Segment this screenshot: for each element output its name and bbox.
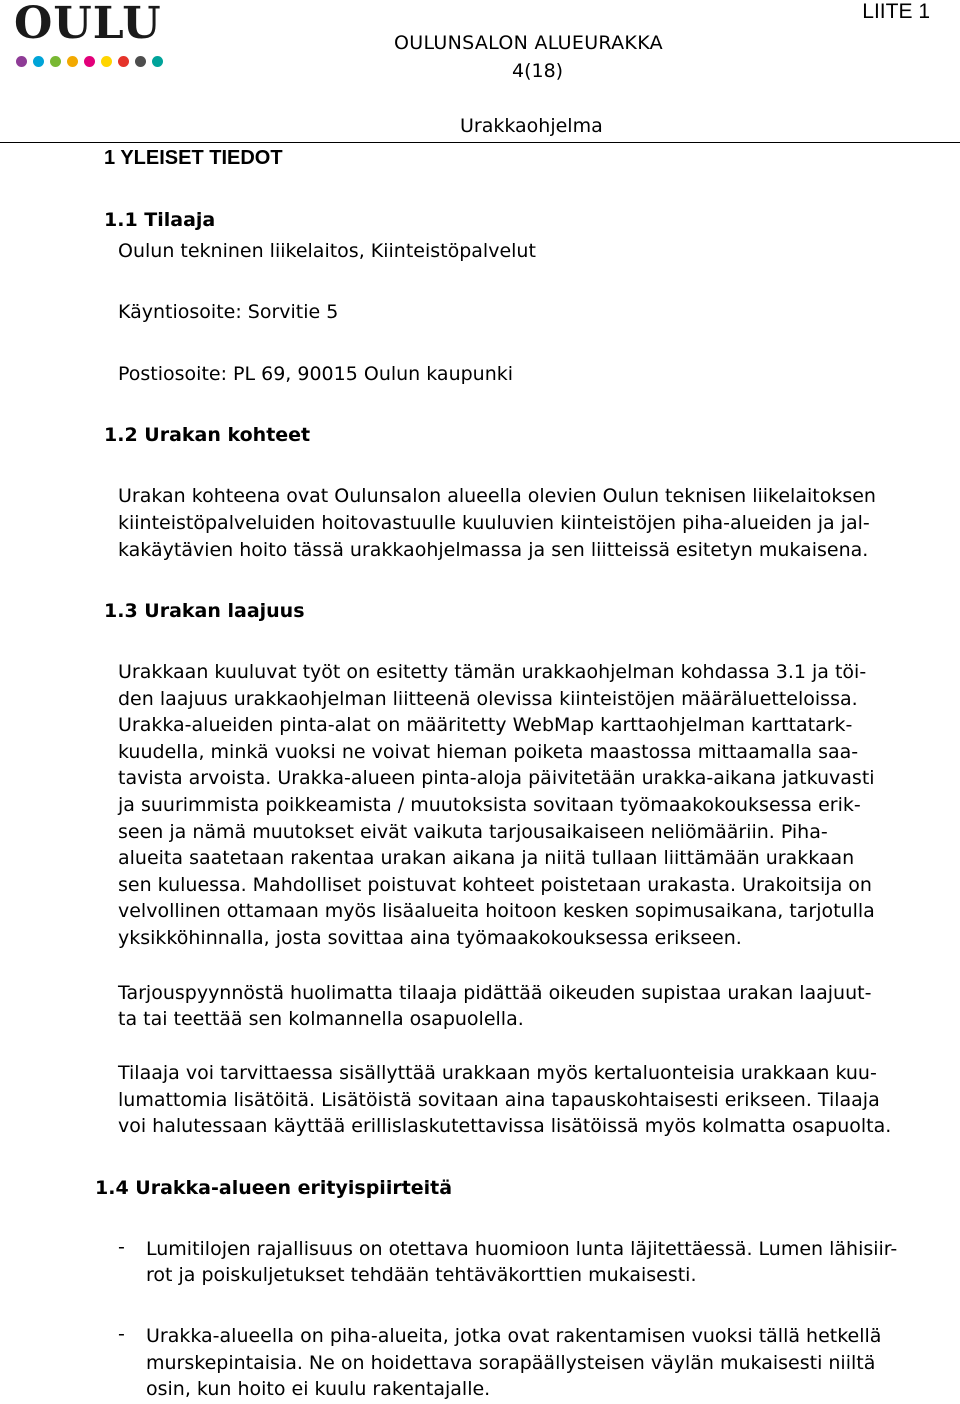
- project-title: OULUNSALON ALUEURAKKA: [394, 32, 663, 54]
- text-line: kiinteistöpalveluiden hoitovastuulle kuuluvien kiinteistöjen piha-alueiden ja jal-: [118, 512, 870, 534]
- text-line: velvollinen ottamaan myös lisäalueita hoitoon kesken sopimusaikana, tarjotulla: [118, 900, 875, 922]
- text-line: voi halutessaan käyttää erillislaskutettavissa lisätöissä myös kolmatta osapuolta.: [118, 1115, 892, 1137]
- logo-wordmark: OULU: [14, 0, 162, 49]
- logo-dot: [33, 56, 44, 67]
- text-line: ta tai teettää sen kolmannella osapuolella.: [118, 1008, 524, 1030]
- section-heading-1-3: 1.3 Urakan laajuus: [104, 600, 305, 622]
- text-line: Tarjouspyynnöstä huolimatta tilaaja pidättää oikeuden supistaa urakan laajuut-: [118, 982, 872, 1004]
- text-line: ja suurimmista poikkeamista / muutoksista sovitaan työmaakokouksessa erik-: [118, 794, 861, 816]
- logo-dot: [101, 56, 112, 67]
- text-line: den laajuus urakkaohjelman liitteenä olevissa kiinteistöjen määräluetteloissa.: [118, 688, 858, 710]
- bullet-dash: -: [118, 1236, 125, 1258]
- text-line: Urakka-alueiden pinta-alat on määritetty WebMap karttaohjelman karttatark-: [118, 714, 853, 736]
- logo-dot: [50, 56, 61, 67]
- section-heading-1: 1 YLEISET TIEDOT: [104, 147, 283, 169]
- text-line: Urakkaan kuuluvat työt on esitetty tämän urakkaohjelman kohdassa 3.1 ja töi-: [118, 661, 867, 683]
- text-line: yksikköhinnalla, josta sovittaa aina työmaakokouksessa erikseen.: [118, 927, 742, 949]
- logo-dot: [16, 56, 27, 67]
- section-heading-1-1: 1.1 Tilaaja: [104, 209, 216, 231]
- section-heading-1-4: 1.4 Urakka-alueen erityispiirteitä: [95, 1177, 453, 1199]
- text-line: Urakka-alueella on piha-alueita, jotka ovat rakentamisen vuoksi tällä hetkellä: [146, 1325, 882, 1347]
- text-line: murskepintaisia. Ne on hoidettava sorapäällysteisen väylän mukaisesti niiltä: [146, 1352, 876, 1374]
- text-line: Urakan kohteena ovat Oulunsalon alueella olevien Oulun teknisen liikelaitoksen: [118, 485, 876, 507]
- logo-dot: [152, 56, 163, 67]
- text-line: kakäytävien hoito tässä urakkaohjelmassa ja sen liitteissä esitetyn mukaisena.: [118, 539, 869, 561]
- oulu-logo: [14, 2, 164, 70]
- document-type: Urakkaohjelma: [460, 115, 603, 137]
- text-line: sen kuluessa. Mahdolliset poistuvat kohteet poistetaan urakasta. Urakoitsija on: [118, 874, 872, 896]
- logo-dot: [84, 56, 95, 67]
- text-line: rot ja poiskuljetukset tehdään tehtäväkorttien mukaisesti.: [146, 1264, 697, 1286]
- appendix-label: LIITE 1: [862, 0, 930, 23]
- text-line: kuudella, minkä vuoksi ne voivat hieman poiketa maastossa mittaamalla saa-: [118, 741, 859, 763]
- bullet-dash: -: [118, 1323, 125, 1345]
- logo-dot: [67, 56, 78, 67]
- text-line: alueita saatetaan rakentaa urakan aikana ja niitä tullaan liittämään urakkaan: [118, 847, 855, 869]
- text-line: lumattomia lisätöitä. Lisätöistä sovitaan aina tapauskohtaisesti erikseen. Tilaaja: [118, 1089, 880, 1111]
- text-line: osin, kun hoito ei kuulu rakentajalle.: [146, 1378, 491, 1400]
- text-line: Lumitilojen rajallisuus on otettava huomioon lunta läjitettäessä. Lumen lähisiir-: [146, 1238, 898, 1260]
- logo-dot: [135, 56, 146, 67]
- visiting-address: Käyntiosoite: Sorvitie 5: [118, 301, 339, 323]
- text-line: tavista arvoista. Urakka-alueen pinta-aloja päivitetään urakka-aikana jatkuvasti: [118, 767, 875, 789]
- postal-address: Postiosoite: PL 69, 90015 Oulun kaupunki: [118, 363, 514, 385]
- logo-dots: [16, 56, 164, 67]
- text-line: seen ja nämä muutokset eivät vaikuta tarjousaikaiseen neliömääriin. Piha-: [118, 821, 828, 843]
- section-heading-1-2: 1.2 Urakan kohteet: [104, 424, 311, 446]
- client-organization: Oulun tekninen liikelaitos, Kiinteistöpalvelut: [118, 240, 536, 262]
- header-divider: [0, 142, 960, 143]
- logo-dot: [118, 56, 129, 67]
- text-line: Tilaaja voi tarvittaessa sisällyttää urakkaan myös kertaluonteisia urakkaan kuu-: [118, 1062, 877, 1084]
- page-number: 4(18): [512, 60, 564, 82]
